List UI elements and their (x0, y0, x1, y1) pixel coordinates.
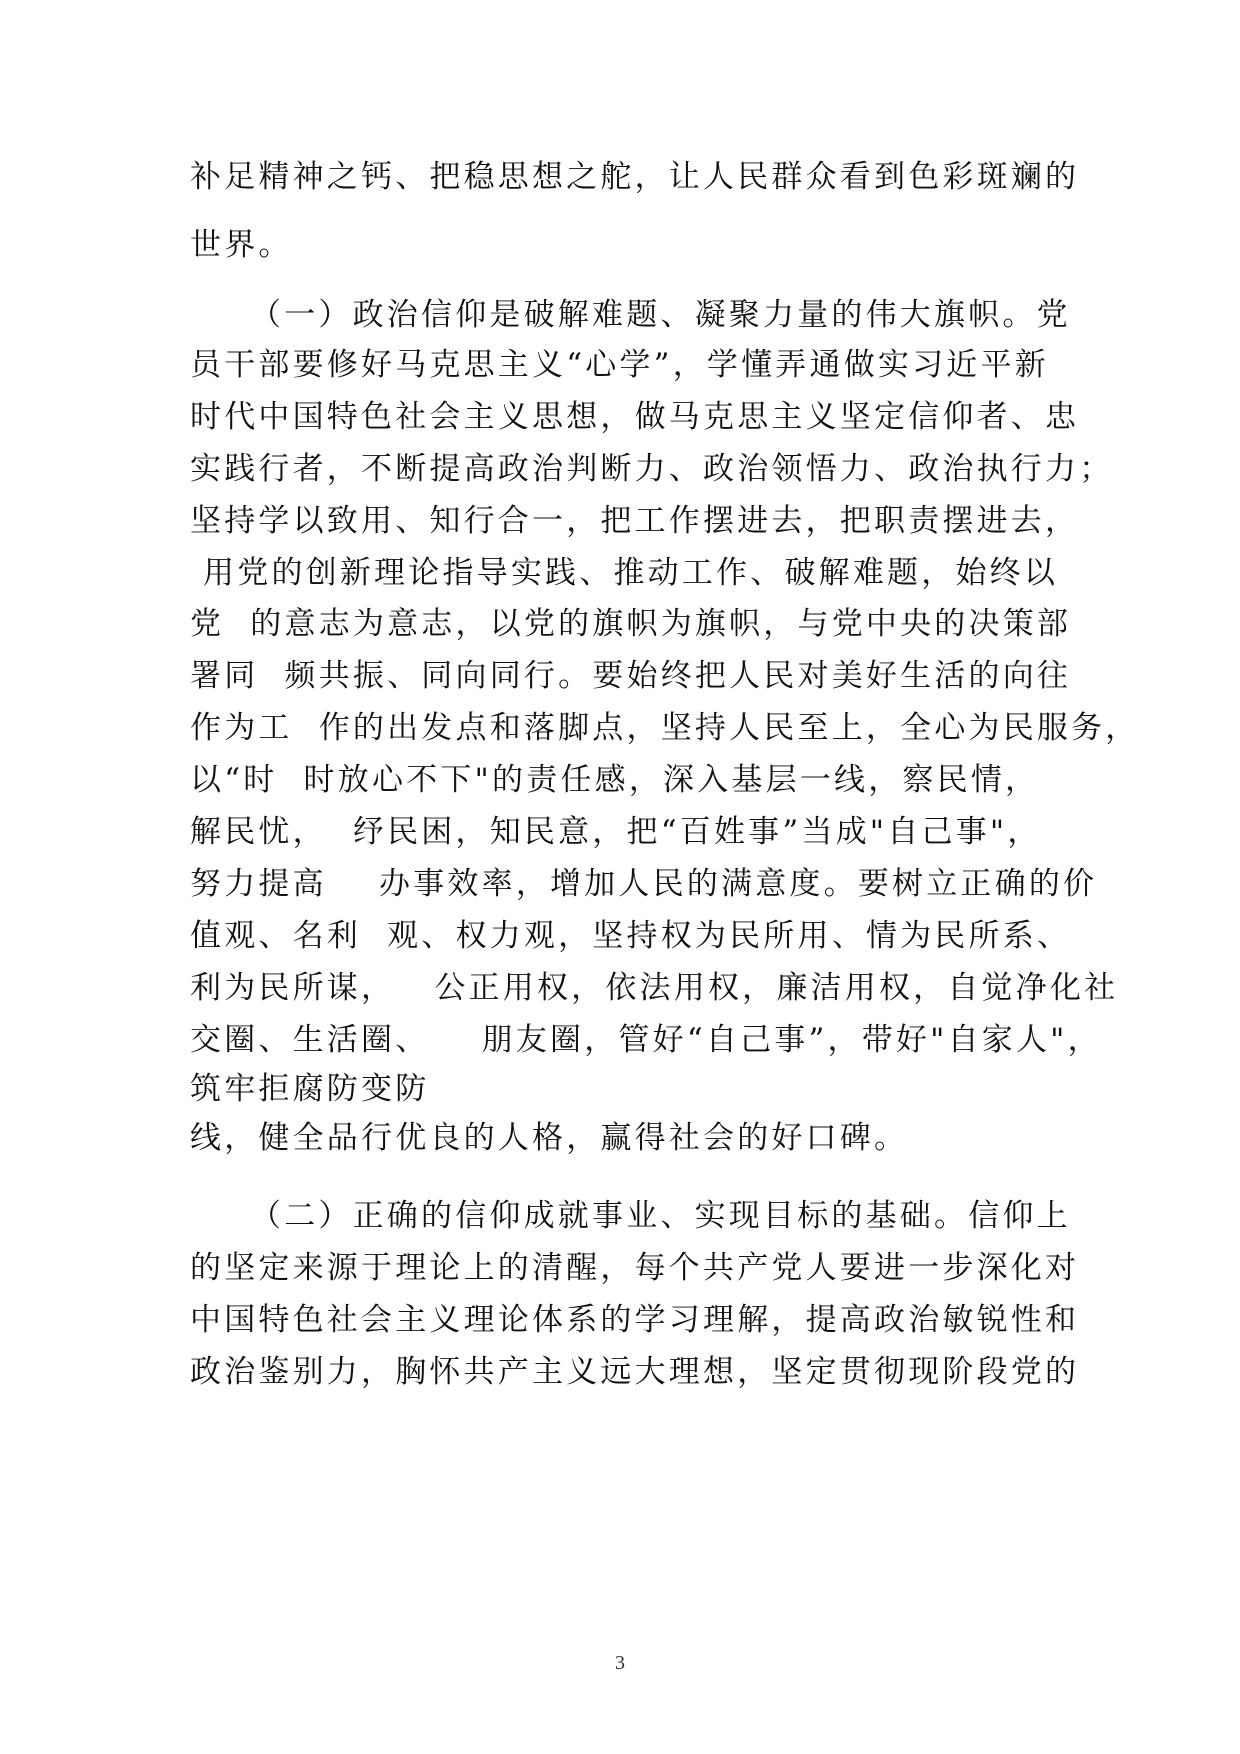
text-line: 员干部要修好马克思主义“心学”，学懂弄通做实习近平新 (190, 347, 1049, 383)
text-line: 用党的创新理论指导实践、推动工作、破解难题，始终以 (190, 555, 1059, 591)
text-line: 补足精神之钙、把稳思想之舵，让人民群众看到色彩斑斓的 (190, 159, 1080, 195)
text-line: 筑牢拒腐防变防 (190, 1071, 430, 1107)
text-line: 线，健全品行优良的人格，赢得社会的好口碑。 (190, 1120, 909, 1156)
text-line: 作为工 作的出发点和落脚点，坚持人民至上，全心为民服务， (190, 710, 1140, 746)
text-line: 中国特色社会主义理论体系的学习理解，提高政治敏锐性和 (190, 1302, 1080, 1338)
text-line: 实践行者，不断提高政治判断力、政治领悟力、政治执行力； (190, 451, 1114, 487)
text-line: 世界。 (190, 227, 293, 263)
text-line: 的坚定来源于理论上的清醒，每个共产党人要进一步深化对 (190, 1250, 1080, 1286)
text-line: 坚持学以致用、知行合一，把工作摆进去，把职责摆进去， (190, 503, 1080, 539)
text-line: 以“时 时放心不下"的责任感，深入基层一线，察民情， (190, 762, 1040, 798)
text-line: 值观、名利 观、权力观，坚持权为民所用、情为民所系、 (190, 918, 1072, 954)
text-line: 党 的意志为意志，以党的旗帜为旗帜，与党中央的决策部 (190, 606, 1072, 642)
text-line: 解民忧， 纾民困，知民意，把“百姓事”当成"自己事"， (190, 814, 1042, 850)
text-line: 利为民所谋， 公正用权，依法用权，廉洁用权，自觉净化社 (190, 970, 1119, 1006)
section-heading-line: （一）政治信仰是破解难题、凝聚力量的伟大旗帜。党 (250, 297, 1071, 333)
text-line: 署同 频共振、同向同行。要始终把人民对美好生活的向往 (190, 658, 1072, 694)
page-number: 3 (615, 1652, 625, 1674)
text-line: 时代中国特色社会主义思想，做马克思主义坚定信仰者、忠 (190, 399, 1080, 435)
section-heading-line: （二）正确的信仰成就事业、实现目标的基础。信仰上 (250, 1198, 1071, 1234)
text-line: 政治鉴别力，胸怀共产主义远大理想，坚定贯彻现阶段党的 (190, 1354, 1080, 1390)
text-line: 努力提高 办事效率，增加人民的满意度。要树立正确的价 (190, 866, 1098, 902)
text-line: 交圈、生活圈、 朋友圈，管好“自己事”，带好"自家人"， (190, 1022, 1102, 1058)
